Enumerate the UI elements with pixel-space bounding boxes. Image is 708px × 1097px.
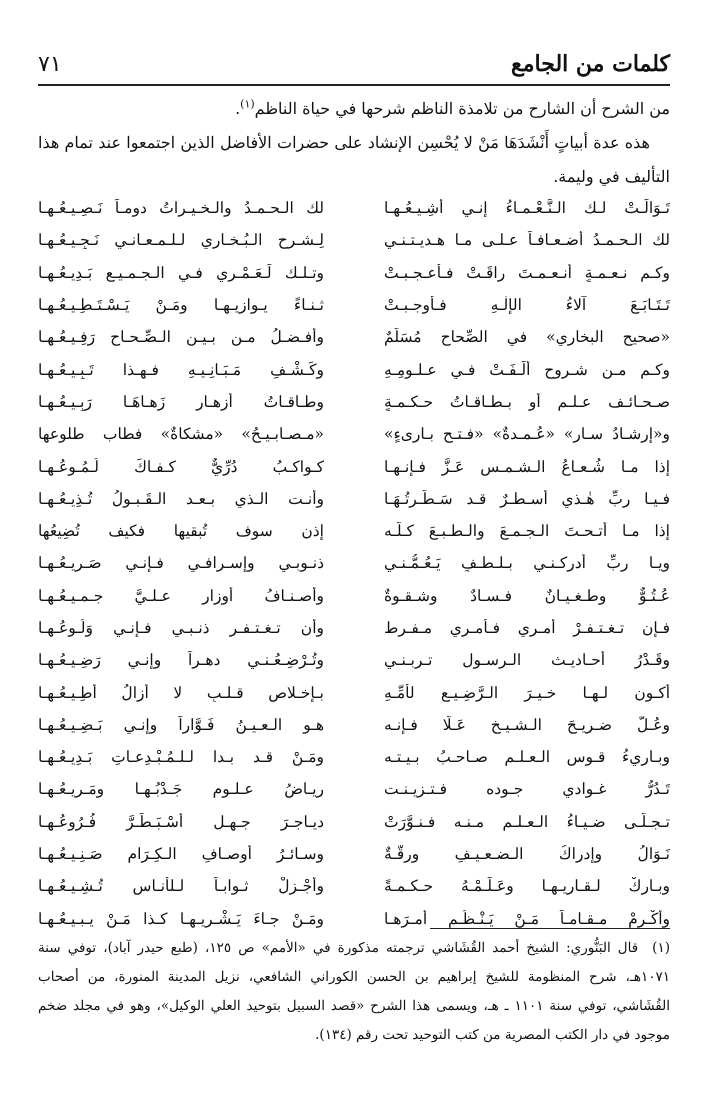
- footnote-divider: [430, 928, 670, 929]
- verse-first-hemistich: عُـتُـوٌّ وطـغـيـانٌ فـسـادٌ وشـقـوةٌ: [384, 586, 670, 605]
- poem-verse: [38, 580, 670, 612]
- verse-first-hemistich: أكـون لـهـا خـيـرَ الـرَّضِـيـعِ لأُمِّـهِ: [384, 683, 670, 702]
- verse-second-hemistich: وطـاقـاتُ أزهـارٍ زَهـاهَـا رَبِـيـعُـهـا: [38, 392, 324, 411]
- intro-paragraph-2: هذه عدة أبياتٍ أَنْشَدَهَا مَنْ لا يُحْسِن الإنشاد على حضرات الأفاضل الذين اجتمعوا عند تمام هذا التأليف في وليمة.: [38, 133, 670, 186]
- poem-verse: [38, 418, 670, 450]
- poem-verse: [38, 547, 670, 579]
- verse-second-hemistich: ومَـنْ جـاءَ يَـشْـرِيـهـا كـذا مَـنْ يـبـيـعُـهـا: [38, 909, 324, 928]
- intro-text: [38, 92, 670, 194]
- poem-verse: [38, 192, 670, 224]
- poem: [38, 192, 670, 935]
- verse-first-hemistich: تَـتَـابَـعَ آلاءُ الإلٰـهِ فـأوجـبـتْ: [384, 296, 670, 315]
- poem-verse: [38, 289, 670, 321]
- verse-second-hemistich: وأفـضـلُ مـن بـيـن الـصِّـحـاح رَفِـيـعُـهـا: [38, 328, 324, 347]
- verse-second-hemistich: ريـاضُ عـلـومٍ جَـدْبُـهـا ومَـرِيـعُـهـا: [38, 780, 324, 799]
- verse-first-hemistich: وكـم نـعـمـةٍ أنـعـمـتَ راقَـتْ فـأعـجـبـتْ: [384, 263, 670, 282]
- verse-first-hemistich: ويـا ربِّ أدركـنـي بـلـطـفٍ يَـعُـمُّـنـي: [384, 554, 670, 573]
- poem-verse: [38, 515, 670, 547]
- verse-second-hemistich: وأنـت الـذي بـعـد الـقَـبـولُ تُـذِيـعُـهـا: [38, 489, 324, 508]
- intro-paragraph-1: [38, 92, 670, 126]
- verse-first-hemistich: وأَكْـرِمْ مـقـامـاً مَـنْ يَـنْـظُـم أمـرَهـا: [384, 909, 670, 928]
- verse-second-hemistich: لك الـحـمـدُ والـخـيـراتُ دومـاً نَـصِـيـعُـهـا: [38, 199, 324, 218]
- verse-second-hemistich: وسـائـرُ أوصـافِ الـكِـرَامِ صَـنِـيـعُـهـا: [38, 845, 324, 864]
- verse-first-hemistich: لك الـحـمـدُ أضـعـافـاً عـلـى مـا هـديـتـنـي: [384, 231, 670, 250]
- intro-line-1-end: .: [235, 99, 241, 118]
- verse-second-hemistich: هـو الـعـيـنُ فَـوَّاراً وإنـي بَـضِـيـعُـهـا: [38, 715, 324, 734]
- verse-second-hemistich: وتـلـك لَـعَـمْـرِي فـي الـجـمـيـع بَـدِيـعُـهـا: [38, 263, 324, 282]
- poem-verse: [38, 224, 670, 256]
- verse-first-hemistich: و«إرشـادُ سـارٍ» «عُـمـدةٌ» «فـتـح بـارىءٍ»: [384, 425, 670, 444]
- poem-verse: [38, 450, 670, 482]
- verse-second-hemistich: لِـشـرح الـبُـخـاري لـلـمـعـانـي نَـجِـيـعُـهـا: [38, 231, 324, 250]
- poem-verse: [38, 676, 670, 708]
- poem-verse: [38, 483, 670, 515]
- footnote-text: قال البَنُّوري: الشيخ أحمد القُشَاشي ترجمته مذكورة في «الأمم» ص ١٢٥، (طبع حيدر آباد)، توفي سنة ١٠٧١هـ، شرح المنظومة للشيخ إبراهيم بن الحسن الكوراني الشافعي، نزيل المدينة المنورة، من أصحاب القُشَاشي، توفي سنة ١١٠١ ـ هـ، ويسمى هذا الشرح «قصد السبيل بتوحيد العلي الوكيل»، وهو في مجلد ضخم موجود في دار الكتب المصرية من كتب التوحيد تحت رقم (١٣٤).: [38, 940, 670, 1043]
- verse-second-hemistich: ذنـوبـي وإسـرافـي فـإنـي صَـرِيـعُـهـا: [38, 554, 324, 573]
- verse-second-hemistich: كـواكـبُ دُرِّيٌّ كـفـاكَ لُـمُـوعُـهـا: [38, 457, 324, 476]
- poem-verse: [38, 257, 670, 289]
- verse-second-hemistich: ثـنـاءً يـوازيـهـا ومَـنْ يَـسْـتَـطِـيـعُـهـا: [38, 296, 324, 315]
- verse-first-hemistich: «صحيح البخاري» في الصِّحاح مُسَلَّمٌ: [384, 328, 670, 347]
- poem-verse: [38, 321, 670, 353]
- page-number: ٧١: [38, 51, 62, 77]
- verse-first-hemistich: تَـوَالَـتْ لـك الـنَّـعْـمـاءُ إنـي أُشِـيـعُـهـا: [384, 199, 670, 218]
- verse-second-hemistich: ديـاجـرَ جـهـلٍ أَسْـبَـطَـرَّ فُـرُوعُـهـا: [38, 812, 324, 831]
- poem-verse: [38, 644, 670, 676]
- footnote: [38, 934, 670, 1050]
- verse-second-hemistich: ومَـنْ قـد بـدا لـلـمُـبْـدِعـاتِ بَـدِيـعُـهـا: [38, 748, 324, 767]
- verse-second-hemistich: وأن تـغـتـفـر ذنـبـي فـإنـي وَلُـوعُـهـا: [38, 619, 324, 637]
- verse-first-hemistich: وبـاريءُ قـوسِ الـعـلـم صـاحـبُ بـيـتـه: [384, 748, 670, 767]
- verse-first-hemistich: نَـوَالُ وإدراكُ الـضـعـيـفِ ورِقَّـةٌ: [384, 845, 670, 864]
- header-title: كلمات من الجامع: [511, 51, 670, 77]
- poem-verse: [38, 386, 670, 418]
- footnote-reference[interactable]: (١): [240, 97, 255, 111]
- poem-verse: [38, 838, 670, 870]
- verse-first-hemistich: تـجـلَّـى ضـيـاءُ الـعـلـم مـنـه فـنـوَّرَتْ: [384, 812, 670, 831]
- verse-first-hemistich: وقَـدْرُ أحـاديـث الـرسـول تـربـنـي: [384, 651, 670, 670]
- verse-second-hemistich: وأصـنـافُ أوزارٍ عـلـيَّ جـمـيـعُـهـا: [38, 586, 324, 605]
- verse-second-hemistich: وكَـشْـفِ مَـبَـانِـيـهِ فـهـذا تَـبِـيـعُـهـا: [38, 360, 324, 379]
- poem-verse: [38, 773, 670, 805]
- verse-second-hemistich: إذن سوف تُبقيها فكيف تُضِيعُها: [38, 522, 324, 541]
- poem-verse: [38, 870, 670, 902]
- verse-first-hemistich: تَـدُرُّ غـوادي جـوده فـتـزيـنـت: [384, 780, 670, 799]
- verse-first-hemistich: إذا مـا أتـحـتَ الـجـمـعَ والـطـبـعَ كـلَّـه: [384, 522, 670, 541]
- footnote-number: (١): [652, 940, 670, 956]
- verse-first-hemistich: فـإن تـغـتـفـرْ أمـري فـأمـري مـفـرط: [384, 619, 670, 637]
- verse-first-hemistich: وكـم مـن شـروحٍ أُلِّـفَـتْ فـي عـلـومِـهِ: [384, 360, 670, 379]
- verse-second-hemistich: بـإخـلاصِ قـلـبٍ لا أزالُ أُطِـيـعُـهـا: [38, 683, 324, 702]
- poem-verse: [38, 903, 670, 935]
- poem-verse: [38, 806, 670, 838]
- poem-verse: [38, 709, 670, 741]
- verse-first-hemistich: وبـارِكْ لـقـاريـهـا وعَـلِّـمْـهُ حـكـمـةً: [384, 877, 670, 896]
- verse-first-hemistich: صـحـائـف عـلـمٍ أو بـطـاقـاتُ حـكـمـةٍ: [384, 392, 670, 411]
- verse-first-hemistich: فـيـا ربِّ هٰـذي أسـطـرٌ قـد سَـطَّـرتُـهَـا: [384, 489, 670, 508]
- verse-first-hemistich: إذا مـا شُـعـاعُ الـشـمـس عَـزَّ فـإنـهـا: [384, 457, 670, 476]
- verse-second-hemistich: «مـصـابـيـحُ» «مشكاةٌ» فطاب طلوعها: [38, 425, 324, 444]
- verse-second-hemistich: وتُـرْضِـعُـنـي دهـراً وإنـي رَضِـيـعُـهـا: [38, 651, 324, 670]
- poem-verse: [38, 612, 670, 644]
- poem-verse: [38, 741, 670, 773]
- intro-line-1: من الشرح أن الشارح من تلامذة الناظم شرحها في حياة الناظم: [254, 99, 670, 118]
- footnote-paragraph: [38, 934, 670, 1050]
- verse-first-hemistich: وعُـلَّ ضـريـحَ الـشـيـخ عَـلَّا فـإنـه: [384, 715, 670, 734]
- running-header: [38, 44, 670, 86]
- poem-verse: [38, 353, 670, 385]
- verse-second-hemistich: وأَجْـزِلْ ثـوابـاً لـلأنـاسِ تُـشِـيـعُـهـا: [38, 877, 324, 896]
